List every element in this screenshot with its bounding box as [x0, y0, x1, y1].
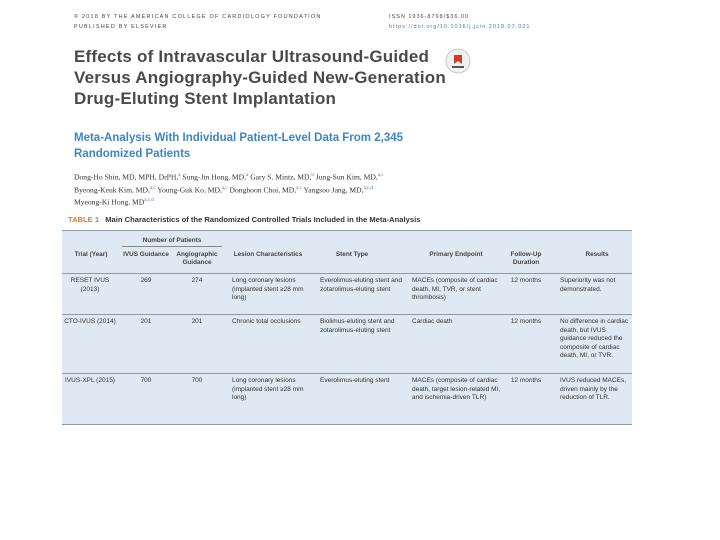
cell-followup: 12 months — [510, 318, 542, 325]
table-row — [62, 274, 632, 315]
cell-lesion: Long coronary lesions (implanted stent ≥28 mm long) — [232, 377, 304, 401]
author-line-3: Myeong-Ki Hong, MD — [74, 197, 145, 207]
author-list: Dong-Ho Shin, MD, MPH, DrPH,$^a$ Sung-Jin Hong, MD,$^a$ Gary S. Mintz, MD,$^b$ Jung-Sun Kim, MD,$^{a,c}$ Byeong-Keuk Kim, MD,$^{a,c}$ Young-Guk Ko, MD,$^{a,c}$ Donghoon Choi, MD,$^{a,c}$ Yangsoo Jang, MD,$^{a,c,d}$ Myeong-Ki Hong, MD$^{a,c,d}$ — [74, 172, 384, 207]
cell-stent: Everolimus-eluting stent — [320, 377, 390, 384]
col-ivus: IVUS Guidance — [123, 251, 169, 258]
article-title: Effects of Intravascular Ultrasound-Guided Versus Angiography-Guided New-Generation Drug-Eluting Stent Implantation — [74, 47, 446, 108]
cell-endpoint: MACEs (composite of cardiac death, MI, TVR, or stent thrombosis) — [412, 277, 498, 301]
cell-endpoint: Cardiac death — [412, 318, 453, 325]
journal-header-right — [389, 12, 530, 32]
cell-ivus: 201 — [140, 318, 152, 325]
table-row — [62, 374, 632, 424]
cell-endpoint: MACEs (composite of cardiac death, target lesion-related MI, and ischemia-driven TLR) — [412, 377, 501, 401]
cell-lesion: Long coronary lesions (implanted stent ≥28 mm long) — [232, 277, 304, 301]
table-caption-text: Main Characteristics of the Randomized Controlled Trials Included in the Meta-Analysis — [105, 215, 421, 224]
col-followup: Follow-Up Duration — [510, 251, 542, 266]
article-subtitle: Meta-Analysis With Individual Patient-Level Data From 2,345 Randomized Patients — [74, 132, 404, 160]
journal-header-left — [74, 12, 322, 32]
cell-stent: Everolimus-eluting stent and zotarolimus-eluting stent — [320, 277, 403, 293]
cell-ivus: 700 — [140, 377, 152, 384]
cell-trial: IVUS-XPL (2015) — [65, 377, 115, 384]
col-angio: Angiographic Guidance — [176, 251, 218, 266]
cell-angio: 201 — [191, 318, 203, 325]
cell-trial: RESET IVUS (2013) — [70, 277, 110, 293]
cell-results: Superiority was not demonstrated. — [560, 277, 616, 293]
col-stent: Stent Type — [335, 251, 369, 258]
author-line-2: Byeong-Keuk Kim, MD, — [74, 185, 150, 195]
crossmark-icon[interactable] — [445, 48, 471, 74]
table-label: TABLE 1 — [68, 215, 100, 224]
number-of-patients-header: Number of Patients — [122, 237, 222, 247]
cell-angio: 700 — [191, 377, 203, 384]
cell-lesion: Chronic total occlusions — [232, 318, 301, 325]
author-line-1: Dong-Ho Shin, MD, MPH, DrPH, — [74, 172, 179, 182]
col-trial: Trial (Year) — [74, 251, 108, 258]
issn-line: ISSN 1936-8798/$36.00 — [389, 14, 470, 20]
cell-angio: 274 — [191, 277, 203, 284]
table-1 — [62, 215, 632, 425]
table-header — [62, 231, 632, 274]
cell-results: IVUS reduced MACEs, driven mainly by the reduction of TLR. — [560, 377, 627, 401]
col-results: Results — [585, 251, 609, 258]
col-endpoint: Primary Endpoint — [429, 251, 483, 258]
cell-stent: Biolimus-eluting stent and zotarolimus-eluting stent — [320, 318, 395, 334]
doi-link[interactable]: https://doi.org/10.1016/j.jcin.2018.07.021 — [389, 24, 531, 30]
cell-trial: CTO-IVUS (2014) — [64, 318, 116, 325]
col-lesion: Lesion Characteristics — [233, 251, 303, 258]
table-body — [62, 230, 632, 425]
publisher-line: PUBLISHED BY ELSEVIER — [74, 24, 168, 30]
table-row — [62, 315, 632, 374]
cell-followup: 12 months — [510, 377, 542, 384]
paper-page — [48, 0, 638, 540]
table-caption — [68, 215, 632, 224]
cell-followup: 12 months — [510, 277, 542, 284]
cell-ivus: 269 — [140, 277, 152, 284]
copyright-line: © 2018 BY THE AMERICAN COLLEGE OF CARDIOLOGY FOUNDATION — [74, 14, 322, 20]
cell-results: No difference in cardiac death, but IVUS guidance reduced the composite of cardiac death, MI, or TVR. — [560, 318, 629, 359]
